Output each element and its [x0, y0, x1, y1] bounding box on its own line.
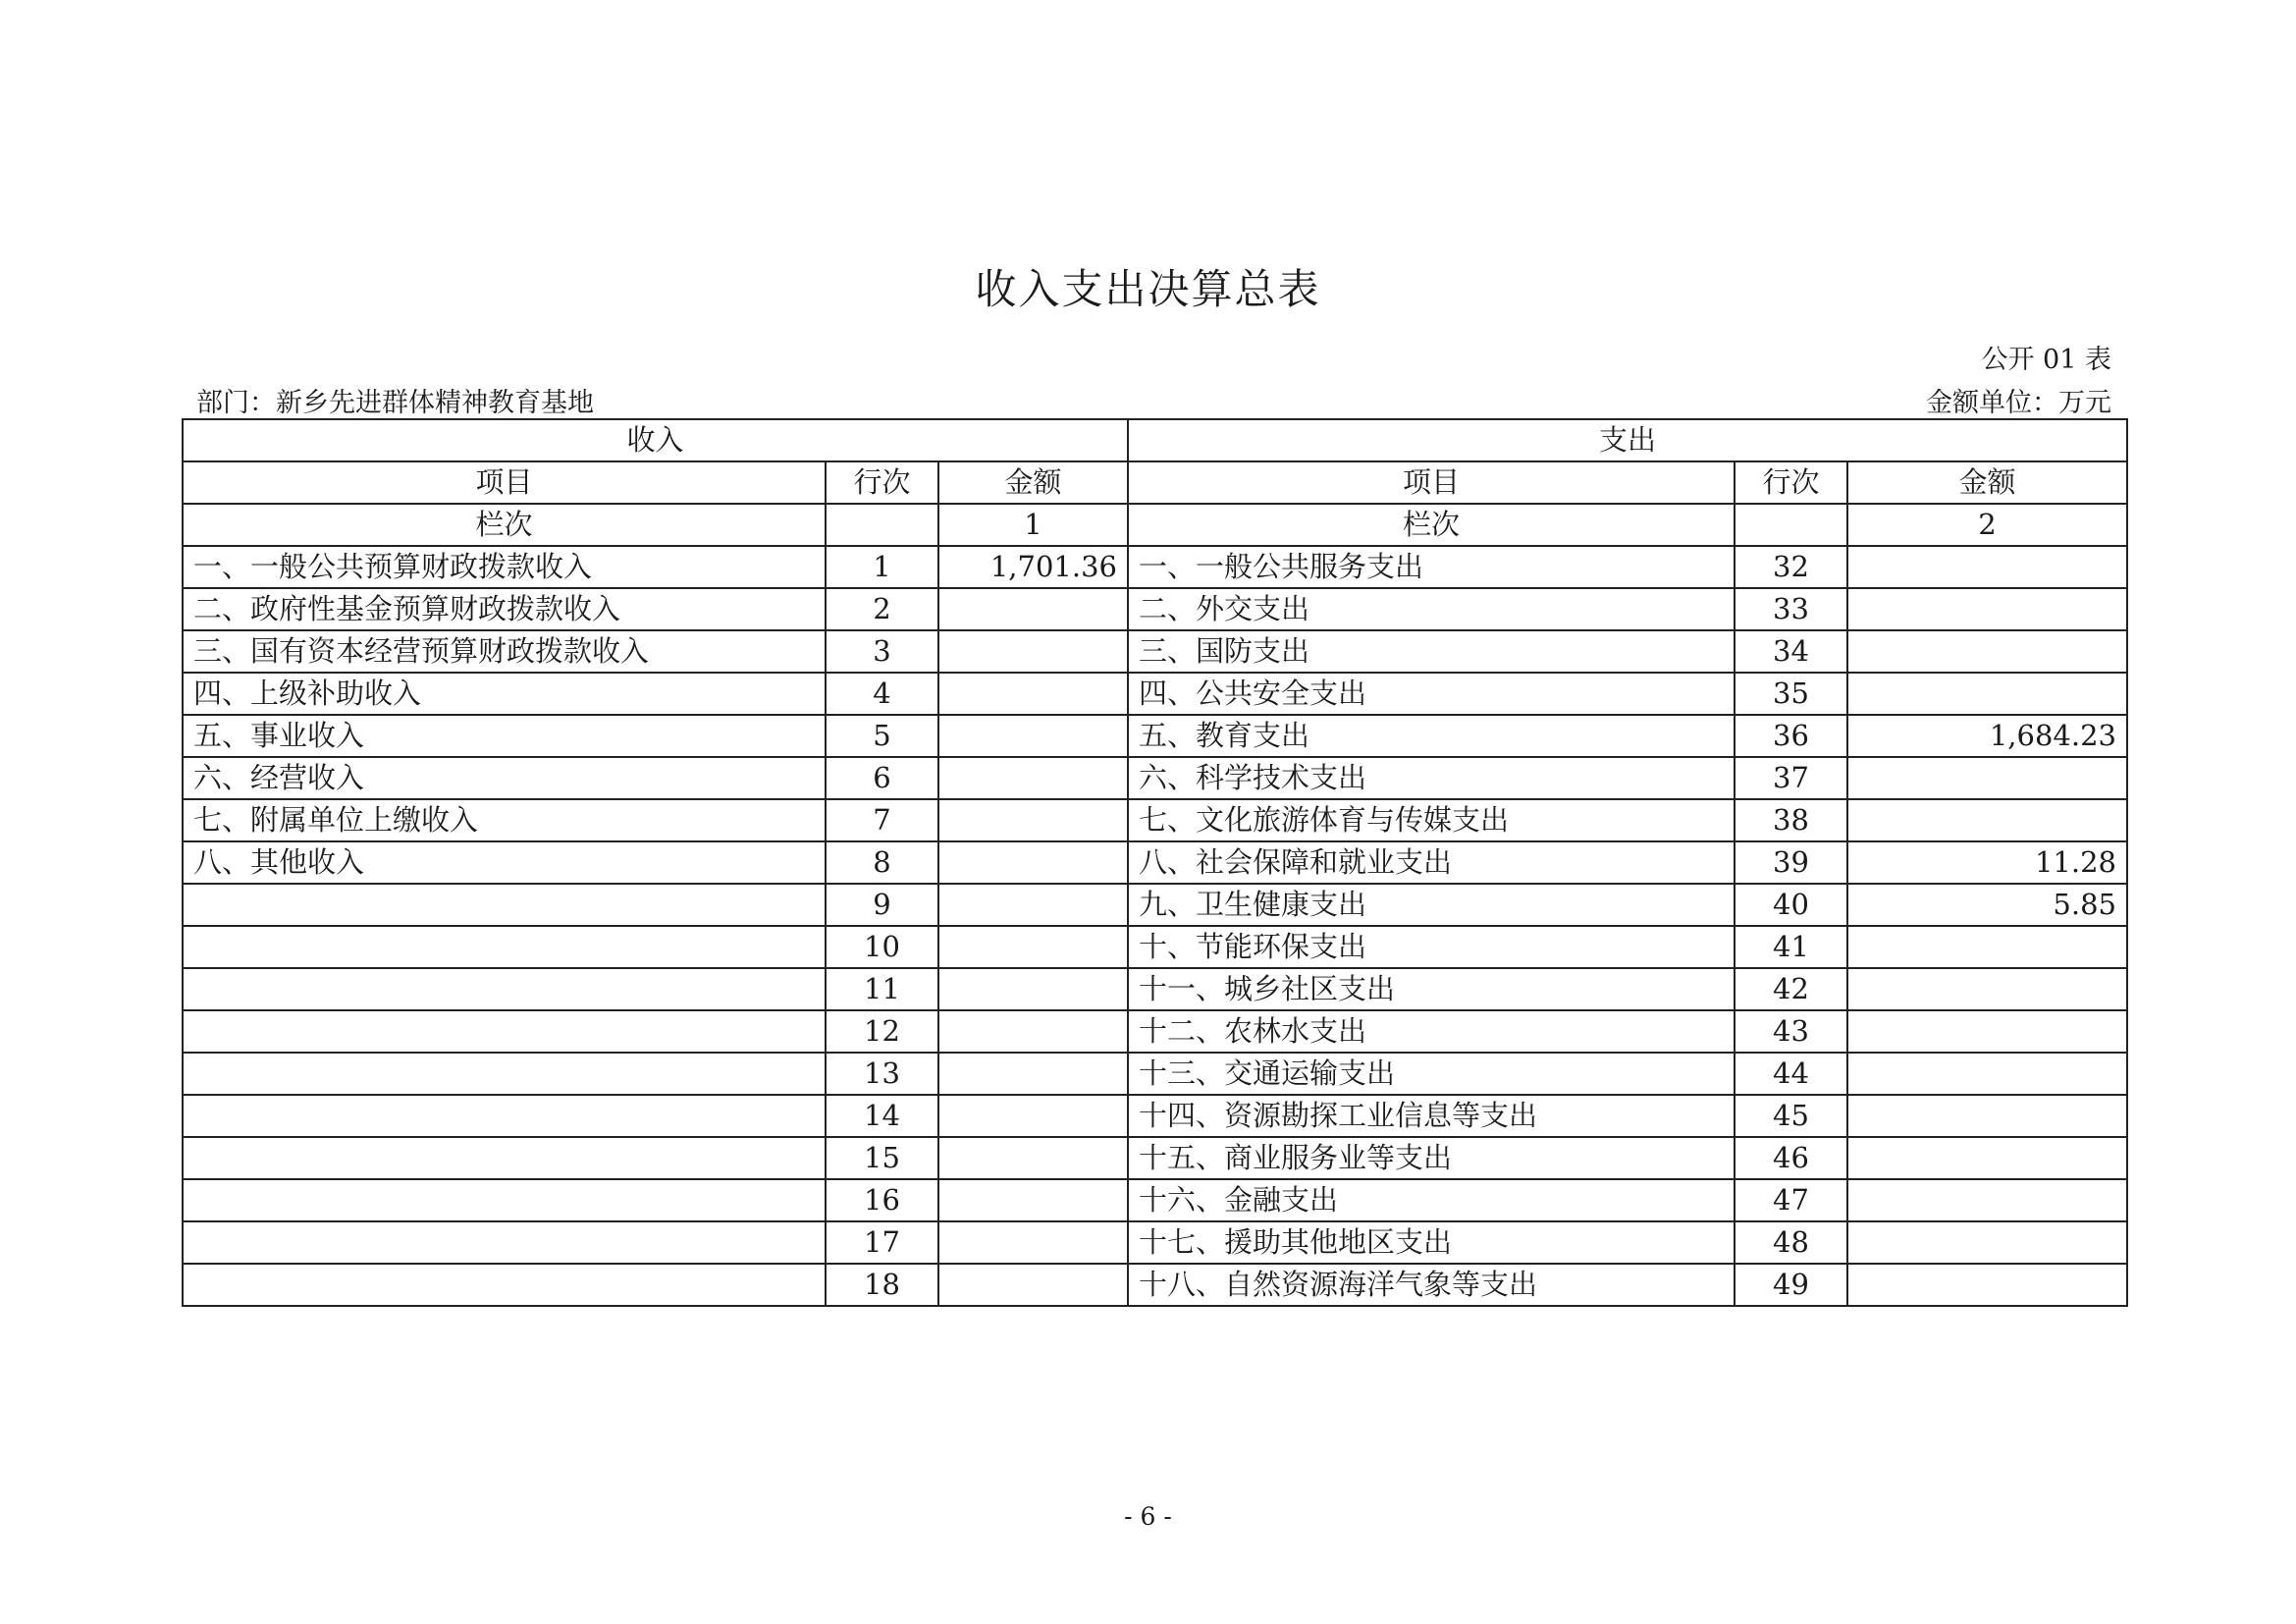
- income-item-cell: 六、经营收入: [183, 757, 826, 799]
- expense-item-cell: 十六、金融支出: [1128, 1179, 1735, 1221]
- table-row: [183, 1264, 2127, 1306]
- expense-amount-cell: [1847, 546, 2127, 588]
- expense-amount-col-no: 2: [1847, 504, 2127, 546]
- income-line-cell: 2: [826, 588, 938, 630]
- income-item-cell: [183, 968, 826, 1010]
- income-amount-cell: [938, 715, 1128, 757]
- expense-amount-cell: [1847, 926, 2127, 968]
- income-item-cell: 三、国有资本经营预算财政拨款收入: [183, 630, 826, 673]
- table-row: [183, 884, 2127, 926]
- expense-amount-cell: [1847, 1137, 2127, 1179]
- income-amount-cell: [938, 1053, 1128, 1095]
- group-header-row: [183, 419, 2127, 461]
- income-amount-cell: [938, 1137, 1128, 1179]
- table-row: [183, 1221, 2127, 1264]
- expense-item-cell: 七、文化旅游体育与传媒支出: [1128, 799, 1735, 841]
- income-item-cell: 七、附属单位上缴收入: [183, 799, 826, 841]
- income-item-cell: [183, 884, 826, 926]
- expense-line-cell: 47: [1735, 1179, 1847, 1221]
- expense-item-cell: 四、公共安全支出: [1128, 673, 1735, 715]
- expense-line-cell: 38: [1735, 799, 1847, 841]
- income-line-cell: 6: [826, 757, 938, 799]
- expense-item-cell: 十七、援助其他地区支出: [1128, 1221, 1735, 1264]
- expense-amount-cell: [1847, 673, 2127, 715]
- income-amount-cell: [938, 1221, 1128, 1264]
- table-row: [183, 588, 2127, 630]
- expense-line-cell: 49: [1735, 1264, 1847, 1306]
- table-row: [183, 799, 2127, 841]
- expense-item-cell: 五、教育支出: [1128, 715, 1735, 757]
- expense-line-cell: 32: [1735, 546, 1847, 588]
- expense-item-cell: 八、社会保障和就业支出: [1128, 841, 1735, 884]
- income-item-cell: 一、一般公共预算财政拨款收入: [183, 546, 826, 588]
- table-row: [183, 1179, 2127, 1221]
- form-number: 公开 01 表: [1981, 345, 2111, 375]
- expense-line-cell: 45: [1735, 1095, 1847, 1137]
- income-item-cell: 八、其他收入: [183, 841, 826, 884]
- expense-line-cell: 39: [1735, 841, 1847, 884]
- expense-line-cell: 44: [1735, 1053, 1847, 1095]
- income-item-cell: [183, 1221, 826, 1264]
- income-item-cell: 五、事业收入: [183, 715, 826, 757]
- expense-line-cell: 37: [1735, 757, 1847, 799]
- expense-amount-cell: [1847, 1095, 2127, 1137]
- income-amount-cell: [938, 968, 1128, 1010]
- expense-line-header: 行次: [1735, 461, 1847, 504]
- expense-line-cell: 48: [1735, 1221, 1847, 1264]
- income-item-cell: [183, 1095, 826, 1137]
- income-item-cell: 四、上级补助收入: [183, 673, 826, 715]
- income-amount-cell: [938, 841, 1128, 884]
- expense-amount-header: 金额: [1847, 461, 2127, 504]
- income-line-cell: 3: [826, 630, 938, 673]
- expense-item-header: 项目: [1128, 461, 1735, 504]
- expense-item-cell: 十八、自然资源海洋气象等支出: [1128, 1264, 1735, 1306]
- income-line-cell: 13: [826, 1053, 938, 1095]
- income-amount-cell: 1,701.36: [938, 546, 1128, 588]
- income-item-col-no: 栏次: [183, 504, 826, 546]
- table-row: [183, 715, 2127, 757]
- expense-amount-cell: [1847, 1053, 2127, 1095]
- income-amount-cell: [938, 884, 1128, 926]
- income-item-cell: [183, 1010, 826, 1053]
- expense-item-cell: 十二、农林水支出: [1128, 1010, 1735, 1053]
- expense-amount-cell: [1847, 968, 2127, 1010]
- expense-line-cell: 43: [1735, 1010, 1847, 1053]
- expense-item-cell: 十三、交通运输支出: [1128, 1053, 1735, 1095]
- income-line-cell: 12: [826, 1010, 938, 1053]
- expense-line-col-no: [1735, 504, 1847, 546]
- table-row: [183, 757, 2127, 799]
- income-item-cell: [183, 1137, 826, 1179]
- income-amount-cell: [938, 1095, 1128, 1137]
- table-row: [183, 968, 2127, 1010]
- table-row: [183, 1095, 2127, 1137]
- expense-group-header: 支出: [1128, 419, 2127, 461]
- income-item-cell: [183, 926, 826, 968]
- expense-line-cell: 46: [1735, 1137, 1847, 1179]
- expense-line-cell: 34: [1735, 630, 1847, 673]
- income-line-cell: 17: [826, 1221, 938, 1264]
- expense-item-cell: 十、节能环保支出: [1128, 926, 1735, 968]
- expense-item-cell: 六、科学技术支出: [1128, 757, 1735, 799]
- income-line-cell: 11: [826, 968, 938, 1010]
- department-label: 部门：新乡先进群体精神教育基地: [196, 388, 594, 418]
- income-group-header: 收入: [183, 419, 1128, 461]
- income-line-header: 行次: [826, 461, 938, 504]
- table-row: [183, 630, 2127, 673]
- income-amount-cell: [938, 588, 1128, 630]
- expense-item-cell: 十四、资源勘探工业信息等支出: [1128, 1095, 1735, 1137]
- expense-item-cell: 一、一般公共服务支出: [1128, 546, 1735, 588]
- income-amount-cell: [938, 673, 1128, 715]
- income-line-cell: 18: [826, 1264, 938, 1306]
- expense-line-cell: 40: [1735, 884, 1847, 926]
- expense-amount-cell: [1847, 757, 2127, 799]
- income-line-cell: 15: [826, 1137, 938, 1179]
- income-amount-col-no: 1: [938, 504, 1128, 546]
- expense-item-cell: 二、外交支出: [1128, 588, 1735, 630]
- income-line-col-no: [826, 504, 938, 546]
- table-row: [183, 841, 2127, 884]
- expense-amount-cell: [1847, 1264, 2127, 1306]
- table-row: [183, 1137, 2127, 1179]
- income-amount-cell: [938, 926, 1128, 968]
- column-header-row: [183, 461, 2127, 504]
- expense-item-cell: 三、国防支出: [1128, 630, 1735, 673]
- income-item-header: 项目: [183, 461, 826, 504]
- expense-line-cell: 35: [1735, 673, 1847, 715]
- income-amount-cell: [938, 1179, 1128, 1221]
- income-line-cell: 10: [826, 926, 938, 968]
- income-amount-cell: [938, 1010, 1128, 1053]
- expense-amount-cell: [1847, 1221, 2127, 1264]
- expense-line-cell: 36: [1735, 715, 1847, 757]
- income-item-cell: [183, 1264, 826, 1306]
- income-expense-table: [182, 418, 2128, 1307]
- table-row: [183, 673, 2127, 715]
- income-amount-header: 金额: [938, 461, 1128, 504]
- table-row: [183, 1053, 2127, 1095]
- column-number-row: [183, 504, 2127, 546]
- income-item-cell: [183, 1053, 826, 1095]
- income-item-cell: 二、政府性基金预算财政拨款收入: [183, 588, 826, 630]
- table-row: [183, 926, 2127, 968]
- expense-amount-cell: [1847, 1179, 2127, 1221]
- income-line-cell: 5: [826, 715, 938, 757]
- expense-line-cell: 42: [1735, 968, 1847, 1010]
- expense-amount-cell: [1847, 799, 2127, 841]
- expense-line-cell: 33: [1735, 588, 1847, 630]
- expense-amount-cell: 5.85: [1847, 884, 2127, 926]
- expense-amount-cell: 11.28: [1847, 841, 2127, 884]
- income-amount-cell: [938, 630, 1128, 673]
- table-row: [183, 546, 2127, 588]
- page-title: 收入支出决算总表: [975, 265, 1321, 313]
- table-row: [183, 1010, 2127, 1053]
- income-line-cell: 4: [826, 673, 938, 715]
- income-item-cell: [183, 1179, 826, 1221]
- expense-item-cell: 十五、商业服务业等支出: [1128, 1137, 1735, 1179]
- income-line-cell: 14: [826, 1095, 938, 1137]
- expense-line-cell: 41: [1735, 926, 1847, 968]
- expense-amount-cell: [1847, 1010, 2127, 1053]
- income-amount-cell: [938, 799, 1128, 841]
- expense-amount-cell: [1847, 588, 2127, 630]
- amount-unit-label: 金额单位：万元: [1926, 388, 2111, 418]
- page-number: - 6 -: [1124, 1502, 1172, 1531]
- income-amount-cell: [938, 1264, 1128, 1306]
- expense-item-col-no: 栏次: [1128, 504, 1735, 546]
- expense-item-cell: 九、卫生健康支出: [1128, 884, 1735, 926]
- expense-amount-cell: 1,684.23: [1847, 715, 2127, 757]
- income-line-cell: 8: [826, 841, 938, 884]
- expense-amount-cell: [1847, 630, 2127, 673]
- income-amount-cell: [938, 757, 1128, 799]
- expense-item-cell: 十一、城乡社区支出: [1128, 968, 1735, 1010]
- income-line-cell: 9: [826, 884, 938, 926]
- income-line-cell: 16: [826, 1179, 938, 1221]
- income-line-cell: 7: [826, 799, 938, 841]
- income-line-cell: 1: [826, 546, 938, 588]
